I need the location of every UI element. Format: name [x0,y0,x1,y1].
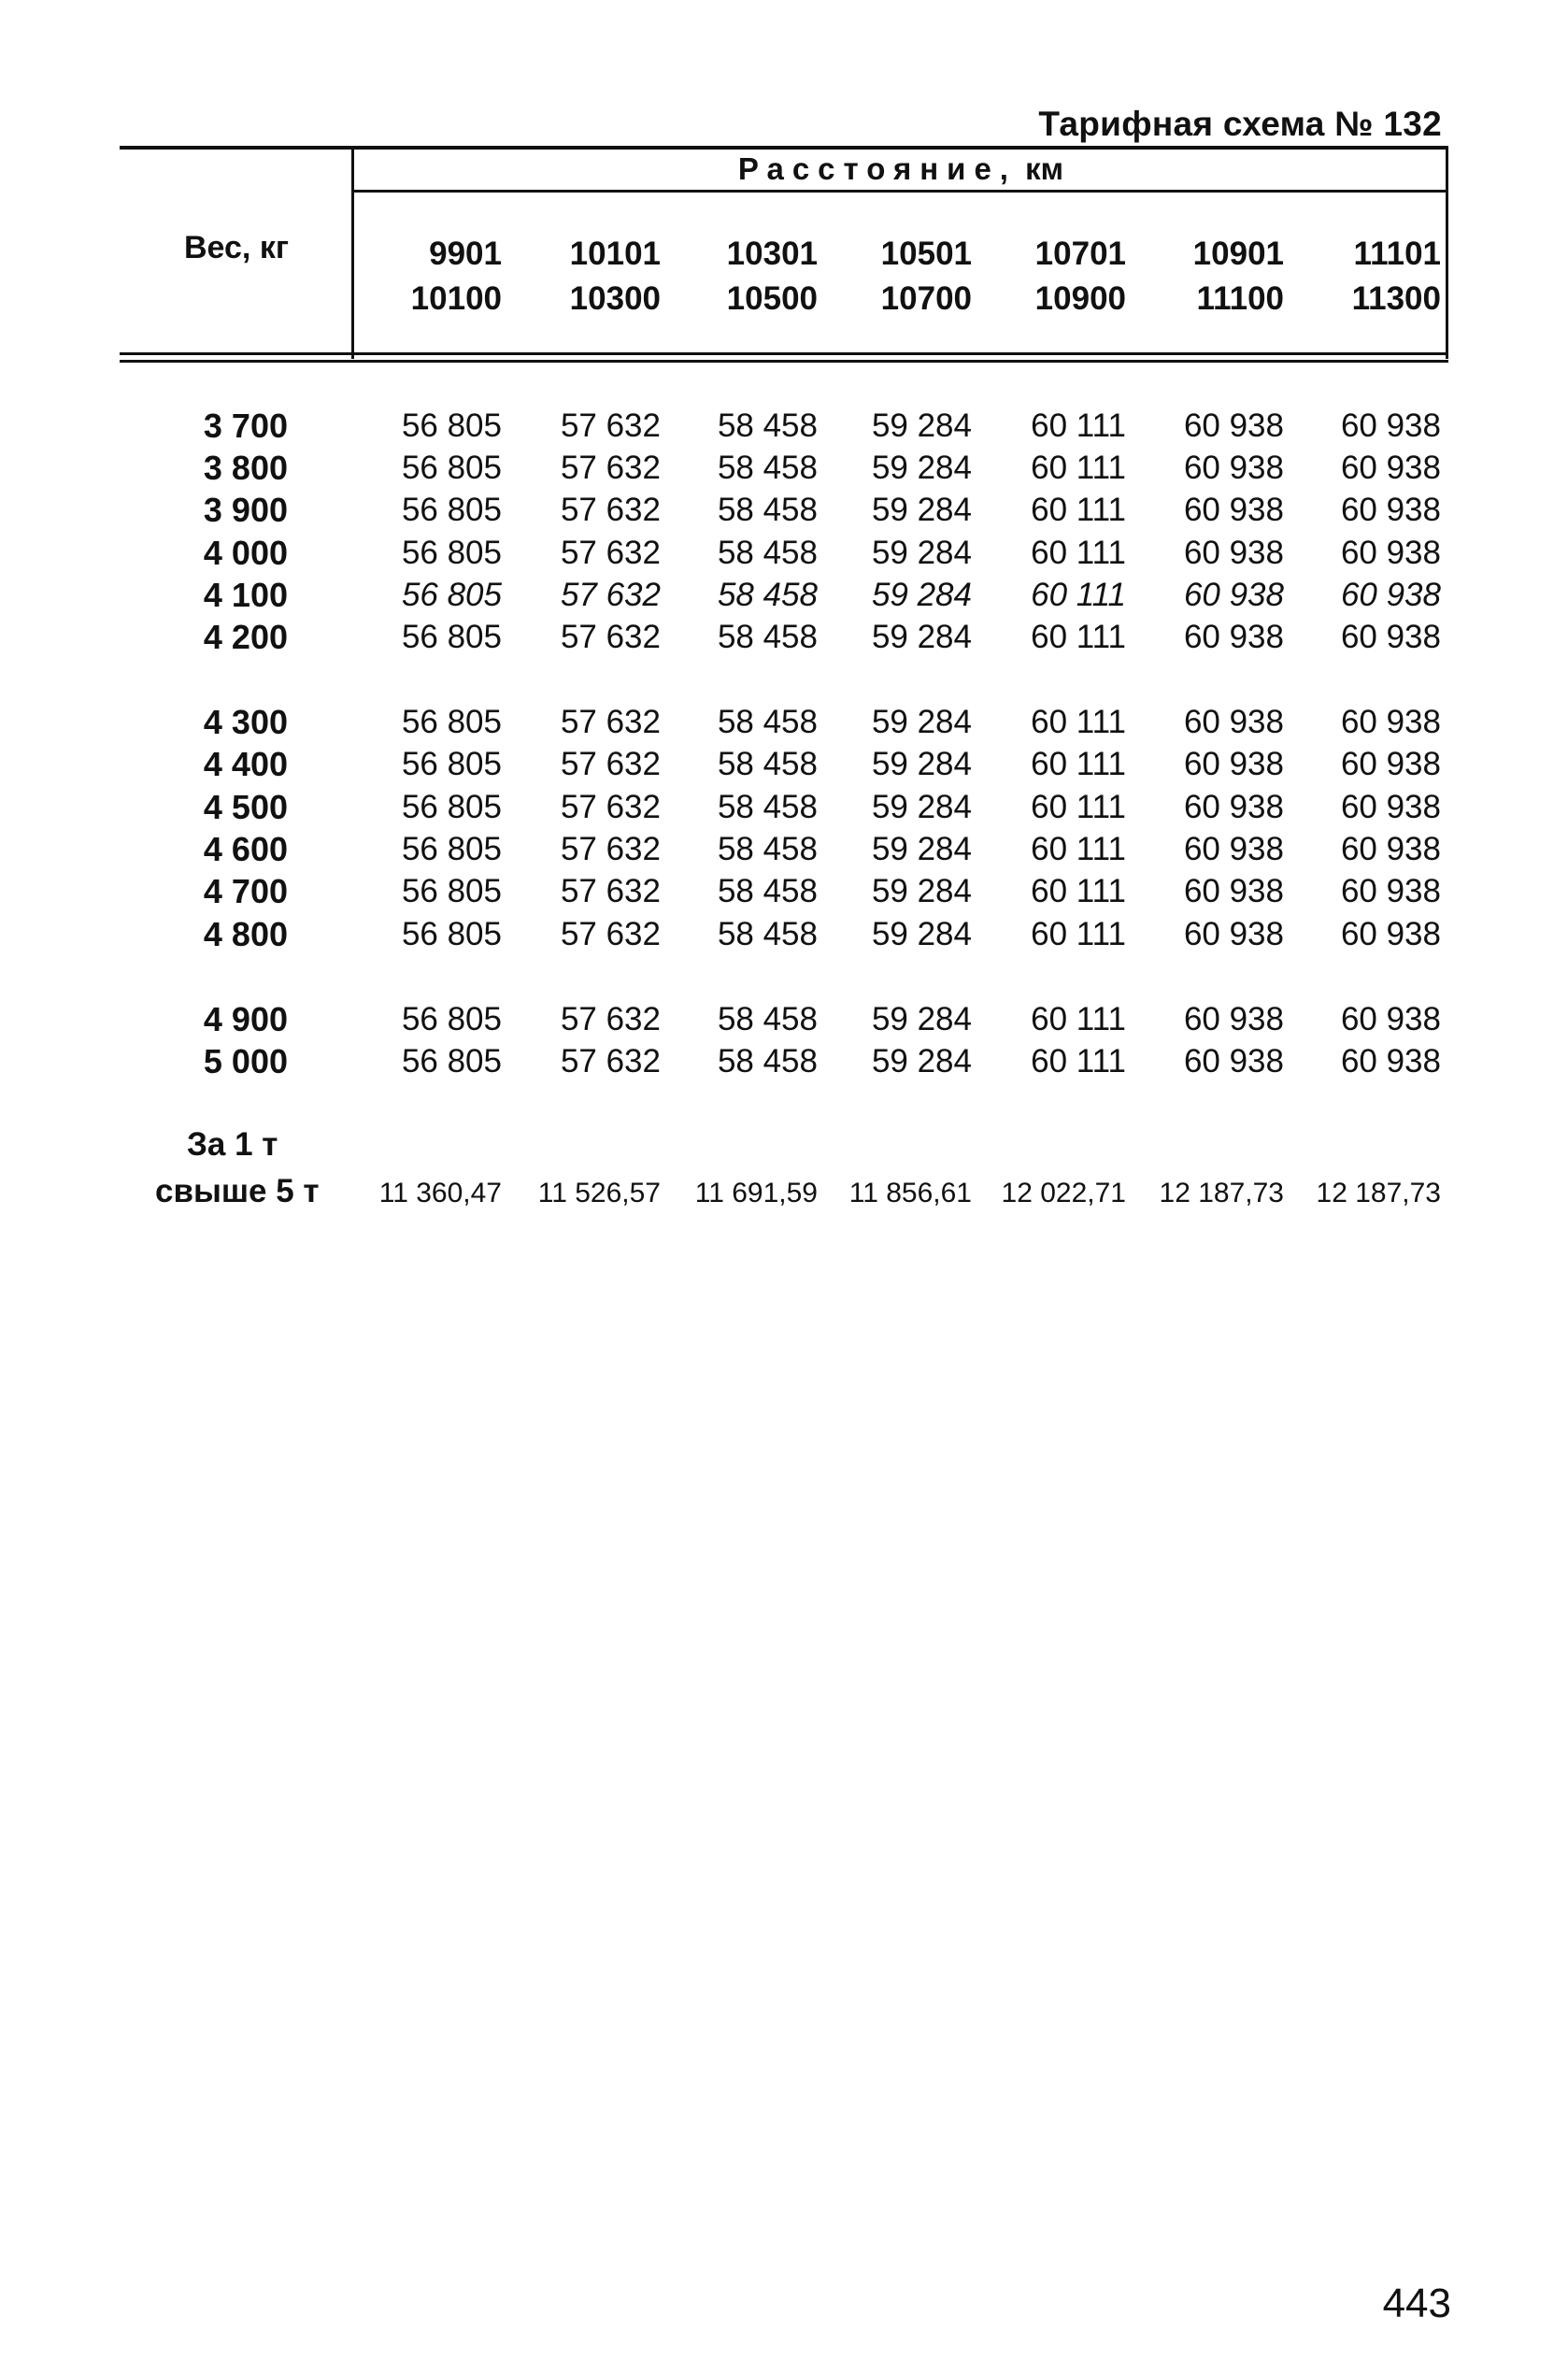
distance-range-from: 10101 [569,236,661,272]
tariff-cell: 57 632 [560,535,661,571]
tariff-cell: 56 805 [401,916,502,952]
tariff-cell: 60 938 [1340,450,1441,486]
tariff-cell: 60 938 [1183,619,1284,655]
tariff-cell: 60 111 [1031,789,1126,825]
tariff-cell: 58 458 [717,535,818,571]
tariff-cell: 58 458 [717,619,818,655]
tariff-cell: 60 111 [1031,704,1126,740]
tariff-cell: 60 938 [1340,704,1441,740]
tariff-cell: 60 938 [1183,535,1284,571]
tariff-cell: 60 938 [1183,577,1284,613]
tariff-cell: 60 938 [1340,831,1441,867]
tariff-cell: 60 111 [1031,831,1126,867]
tariff-cell: 57 632 [560,1043,661,1079]
tariff-cell: 60 938 [1183,873,1284,909]
row-weight: 4 400 [203,745,288,783]
tariff-cell: 58 458 [717,450,818,486]
tariff-cell: 60 111 [1031,492,1126,528]
distance-range-to: 10700 [880,280,972,317]
row-weight: 3 700 [203,407,288,445]
tariff-cell: 57 632 [560,831,661,867]
distance-range-to: 10500 [726,280,818,317]
tariff-cell: 59 284 [871,619,972,655]
tariff-cell: 59 284 [871,789,972,825]
distance-range-from: 10501 [880,236,972,272]
distance-header-label: Расстояние, [737,151,1017,186]
tariff-cell: 56 805 [401,1001,502,1037]
tariff-cell: 60 938 [1183,492,1284,528]
tariff-cell: 60 938 [1340,535,1441,571]
tariff-cell: 56 805 [401,704,502,740]
distance-range-column [1301,232,1441,322]
table-top-rule [120,146,1448,150]
tariff-cell: 57 632 [560,492,661,528]
footer-rate-cell: 12 187,73 [1316,1178,1441,1208]
footer-rate-cell: 11 360,47 [378,1178,502,1208]
tariff-cell: 60 938 [1183,1043,1284,1079]
distance-range-from: 9901 [429,236,502,272]
scheme-title: Тарифная схема № 132 [1038,105,1442,143]
distance-range-to: 11100 [1196,280,1284,317]
tariff-cell: 60 938 [1340,1043,1441,1079]
row-weight: 4 300 [203,703,288,741]
tariff-cell: 56 805 [401,619,502,655]
tariff-cell: 56 805 [401,789,502,825]
row-weight: 4 700 [203,872,288,910]
tariff-cell: 60 111 [1031,407,1126,444]
tariff-cell: 56 805 [401,492,502,528]
distance-range-column [362,232,502,322]
tariff-cell: 60 938 [1340,577,1441,613]
tariff-cell: 56 805 [401,535,502,571]
row-weight: 5 000 [203,1042,288,1080]
distance-underline [351,190,1448,193]
row-weight: 4 900 [203,1000,288,1038]
tariff-cell: 59 284 [871,535,972,571]
tariff-cell: 58 458 [717,831,818,867]
distance-range-to: 11300 [1351,280,1441,317]
distance-header [353,151,1448,187]
distance-range-column [520,232,661,322]
tariff-cell: 59 284 [871,916,972,952]
tariff-cell: 60 111 [1031,873,1126,909]
distance-range-to: 10100 [410,280,502,317]
tariff-cell: 58 458 [717,1001,818,1037]
tariff-cell: 60 111 [1031,1043,1126,1079]
tariff-cell: 56 805 [401,873,502,909]
row-weight: 3 800 [203,449,288,487]
header-bottom-rule-2 [120,360,1448,363]
footer-label-line1: За 1 т [187,1126,278,1163]
distance-range-from: 10301 [726,236,818,272]
row-weight: 4 500 [203,788,288,826]
row-weight: 4 200 [203,618,288,656]
tariff-cell: 58 458 [717,916,818,952]
footer-rate-cell: 12 187,73 [1159,1178,1284,1208]
tariff-cell: 60 938 [1183,407,1284,444]
tariff-cell: 60 111 [1031,577,1126,613]
tariff-cell: 57 632 [560,450,661,486]
tariff-cell: 59 284 [871,1043,972,1079]
tariff-cell: 60 938 [1340,789,1441,825]
tariff-cell: 60 938 [1183,450,1284,486]
tariff-cell: 58 458 [717,746,818,782]
tariff-cell: 58 458 [717,492,818,528]
tariff-cell: 60 938 [1183,704,1284,740]
tariff-cell: 60 938 [1183,831,1284,867]
footer-rate-cell: 11 856,61 [848,1178,972,1208]
tariff-cell: 60 111 [1031,535,1126,571]
tariff-cell: 57 632 [560,746,661,782]
tariff-cell: 57 632 [560,407,661,444]
tariff-cell: 60 111 [1031,746,1126,782]
tariff-cell: 60 938 [1183,789,1284,825]
tariff-cell: 58 458 [717,704,818,740]
page-number: 443 [1382,2280,1451,2326]
tariff-cell: 58 458 [717,789,818,825]
footer-rate-cell: 11 526,57 [537,1178,661,1208]
distance-range-from: 11101 [1353,236,1441,272]
tariff-cell: 57 632 [560,704,661,740]
tariff-cell: 56 805 [401,450,502,486]
distance-range-from: 10701 [1034,236,1126,272]
distance-range-to: 10300 [569,280,661,317]
tariff-cell: 60 938 [1183,1001,1284,1037]
tariff-cell: 57 632 [560,577,661,613]
header-bottom-rule-1 [120,352,1448,355]
tariff-cell: 60 938 [1340,407,1441,444]
tariff-cell: 60 938 [1340,916,1441,952]
tariff-cell: 60 938 [1340,746,1441,782]
tariff-cell: 60 938 [1183,746,1284,782]
row-weight: 4 600 [203,830,288,868]
tariff-cell: 58 458 [717,1043,818,1079]
tariff-cell: 56 805 [401,407,502,444]
row-weight: 4 800 [203,915,288,953]
tariff-cell: 57 632 [560,789,661,825]
distance-range-column [1144,232,1284,322]
tariff-cell: 58 458 [717,577,818,613]
tariff-cell: 56 805 [401,577,502,613]
tariff-cell: 56 805 [401,1043,502,1079]
tariff-cell: 60 938 [1340,1001,1441,1037]
footer-rate-cell: 11 691,59 [694,1178,818,1208]
tariff-cell: 59 284 [871,704,972,740]
tariff-cell: 56 805 [401,746,502,782]
tariff-cell: 60 938 [1340,873,1441,909]
tariff-cell: 60 938 [1340,492,1441,528]
distance-range-column [677,232,818,322]
tariff-cell: 60 111 [1031,916,1126,952]
tariff-cell: 59 284 [871,873,972,909]
row-weight: 4 000 [203,534,288,572]
tariff-cell: 60 938 [1340,619,1441,655]
tariff-cell: 56 805 [401,831,502,867]
footer-label-line2: свыше 5 т [155,1173,320,1209]
tariff-cell: 57 632 [560,873,661,909]
tariff-cell: 59 284 [871,492,972,528]
row-weight: 3 900 [203,491,288,529]
tariff-cell: 57 632 [560,916,661,952]
distance-header-unit: км [1025,151,1064,186]
weight-header: Вес, кг [184,230,289,265]
tariff-cell: 60 938 [1183,916,1284,952]
tariff-cell: 60 111 [1031,450,1126,486]
tariff-cell: 59 284 [871,577,972,613]
distance-range-from: 10901 [1192,236,1284,272]
distance-range-column [986,232,1126,322]
row-weight: 4 100 [203,576,288,614]
tariff-cell: 57 632 [560,1001,661,1037]
tariff-cell: 60 111 [1031,619,1126,655]
tariff-cell: 58 458 [717,407,818,444]
tariff-cell: 57 632 [560,619,661,655]
tariff-cell: 59 284 [871,831,972,867]
distance-range-to: 10900 [1034,280,1126,317]
tariff-cell: 60 111 [1031,1001,1126,1037]
tariff-cell: 59 284 [871,407,972,444]
tariff-cell: 59 284 [871,450,972,486]
footer-rate-cell: 12 022,71 [1001,1178,1126,1208]
distance-range-column [832,232,972,322]
tariff-cell: 58 458 [717,873,818,909]
tariff-cell: 59 284 [871,1001,972,1037]
tariff-cell: 59 284 [871,746,972,782]
